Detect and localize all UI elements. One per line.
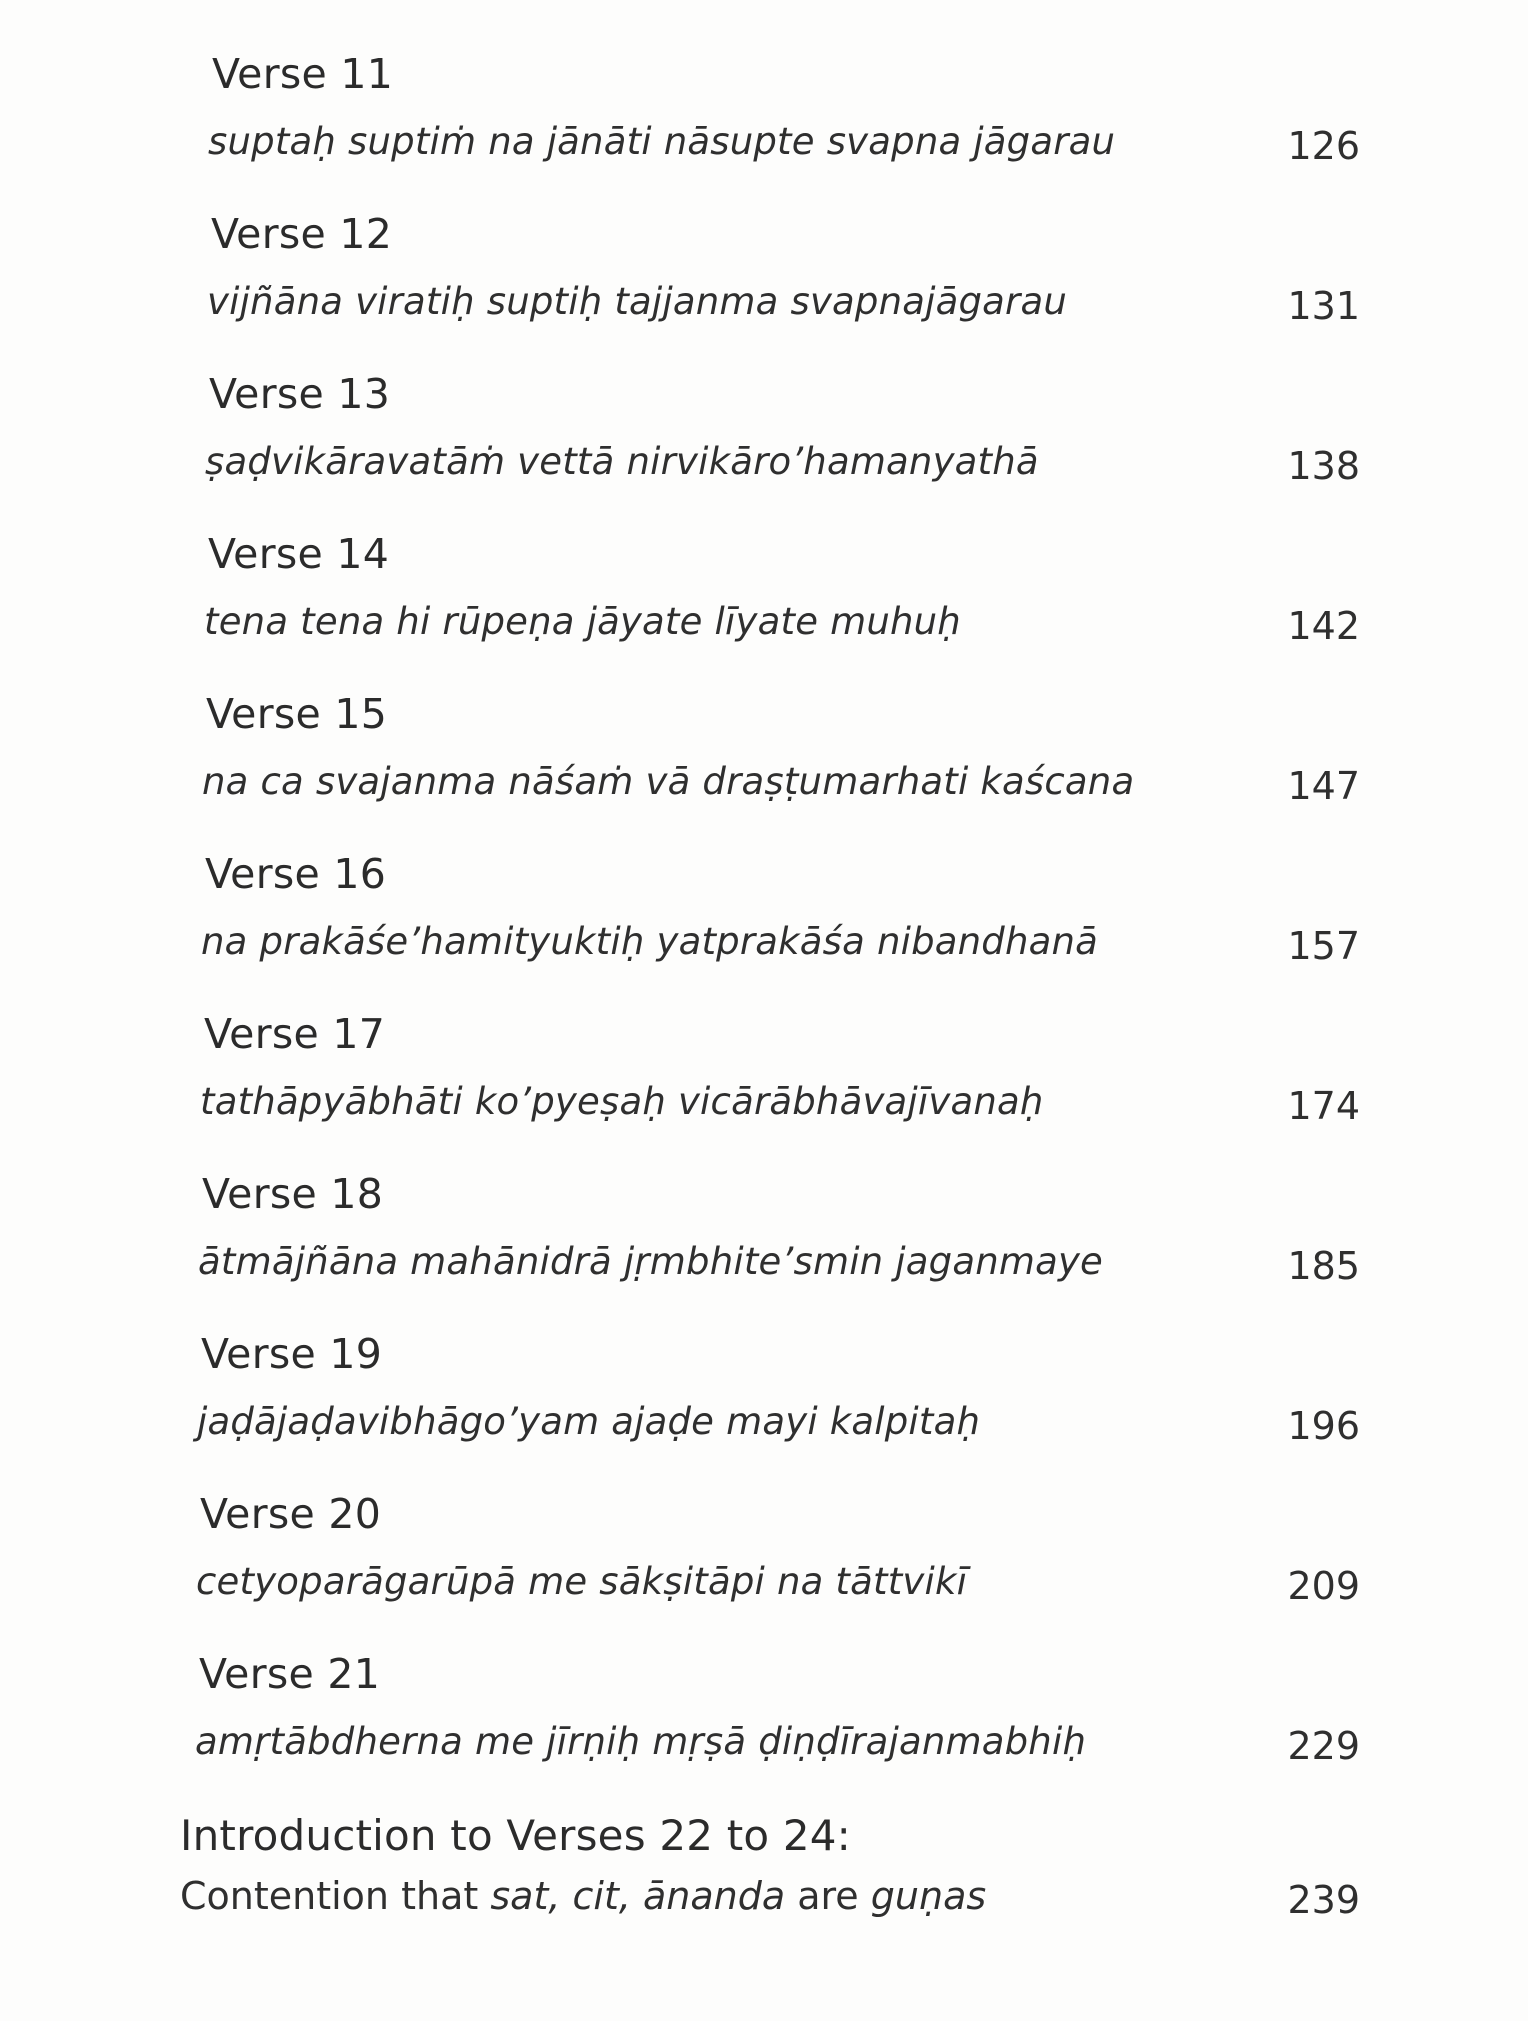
- toc-entry[interactable]: [189, 846, 1360, 1006]
- verse-line: jaḍājaḍavibhāgo’yam ajaḍe mayi kalpitaḥ: [197, 1400, 981, 1443]
- page-number: 185: [1287, 1244, 1360, 1288]
- verse-line: na prakāśe’hamityuktiḥ yatprakāśa nibandhanā: [201, 920, 1099, 963]
- page-number: 174: [1287, 1084, 1360, 1128]
- verse-title: Verse 18: [202, 1170, 384, 1218]
- toc-entry[interactable]: [192, 526, 1360, 686]
- verse-title: Verse 21: [199, 1650, 381, 1698]
- toc-entry[interactable]: [193, 366, 1360, 526]
- intro-line-italic-terms: sat, cit, ānanda: [490, 1874, 786, 1918]
- toc-entry[interactable]: [190, 686, 1360, 846]
- table-of-contents: [180, 46, 1360, 1958]
- verse-title: Verse 16: [205, 850, 387, 898]
- verse-line: na ca svajanma nāśaṁ vā draṣṭumarhati kaścana: [202, 760, 1135, 803]
- verse-title: Verse 15: [206, 690, 388, 738]
- verse-title: Verse 11: [212, 50, 394, 98]
- verse-line: tathāpyābhāti ko’pyeṣaḥ vicārābhāvajīvanaḥ: [200, 1080, 1044, 1123]
- page-number: 138: [1287, 444, 1360, 488]
- verse-line: amṛtābdherna me jīrṇiḥ mṛṣā ḍiṇḍīrajanmabhiḥ: [195, 1720, 1087, 1763]
- toc-entry[interactable]: [196, 46, 1360, 206]
- verse-line: cetyoparāgarūpā me sākṣitāpi na tāttvikī: [196, 1560, 968, 1603]
- page-number: 147: [1287, 764, 1360, 808]
- toc-entry[interactable]: [195, 206, 1360, 366]
- verse-title: Verse 19: [201, 1330, 383, 1378]
- verse-title: Verse 14: [208, 530, 390, 578]
- introduction-line: [180, 1868, 986, 1924]
- page-number: 157: [1287, 924, 1360, 968]
- page-number: 196: [1287, 1404, 1360, 1448]
- verse-line: ṣaḍvikāravatāṁ vettā nirvikāro’hamanyathā: [205, 440, 1039, 483]
- page-number: 209: [1287, 1564, 1360, 1608]
- verse-line: ātmājñāna mahānidrā jṛmbhite’smin jaganmaye: [198, 1240, 1104, 1283]
- page-number: 126: [1287, 124, 1360, 168]
- page-number: 131: [1287, 284, 1360, 328]
- introduction-title: Introduction to Verses 22 to 24:: [180, 1811, 852, 1860]
- toc-entry-introduction[interactable]: [180, 1808, 1360, 1958]
- toc-entry[interactable]: [185, 1326, 1360, 1486]
- page-number: 239: [1287, 1878, 1360, 1922]
- page-number: 142: [1287, 604, 1360, 648]
- intro-line-italic-gunas: guṇas: [870, 1874, 987, 1918]
- page-number: 229: [1287, 1724, 1360, 1768]
- verse-title: Verse 17: [204, 1010, 386, 1058]
- verse-title: Verse 20: [200, 1490, 382, 1538]
- toc-entry[interactable]: [186, 1166, 1360, 1326]
- intro-line-prefix: Contention that: [180, 1874, 491, 1918]
- toc-entry[interactable]: [188, 1006, 1360, 1166]
- verse-title: Verse 12: [211, 210, 393, 258]
- intro-line-middle: are: [785, 1874, 871, 1918]
- verse-line: tena tena hi rūpeṇa jāyate līyate muhuḥ: [204, 600, 961, 643]
- toc-entry[interactable]: [183, 1646, 1360, 1806]
- toc-entry[interactable]: [184, 1486, 1360, 1646]
- verse-line: suptaḥ suptiṁ na jānāti nāsupte svapna jāgarau: [208, 120, 1116, 163]
- verse-line: vijñāna viratiḥ suptiḥ tajjanma svapnajāgarau: [207, 280, 1067, 323]
- verse-title: Verse 13: [209, 370, 391, 418]
